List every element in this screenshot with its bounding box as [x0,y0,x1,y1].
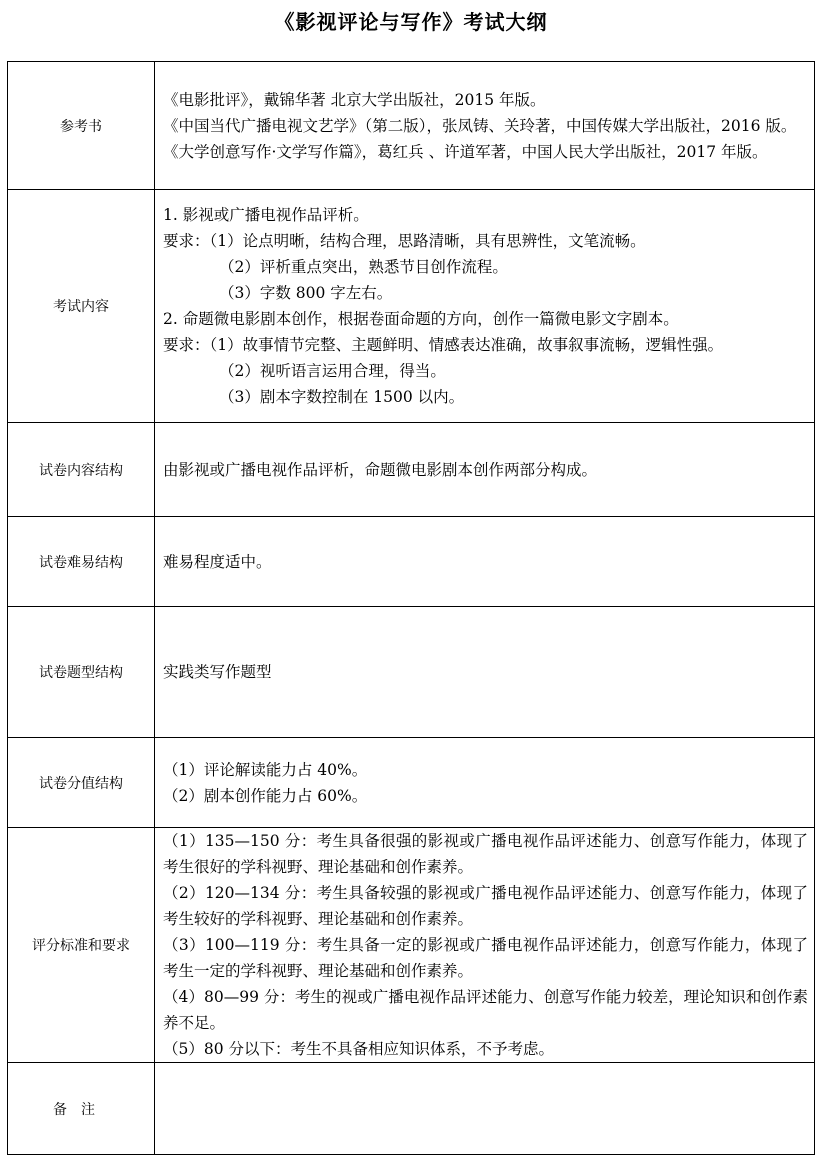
row-label: 参考书 [8,62,155,190]
remarks-content [155,1063,815,1155]
row-label: 评分标准和要求 [8,828,155,1063]
row-content [155,828,815,1063]
reference-book: 《大学创意写作·文学写作篇》，葛红兵 、许道军著，中国人民大学出版社，2017 年版。 [163,142,768,161]
reference-book: 《中国当代广播电视文艺学》（第二版），张凤铸、关玲著，中国传媒大学出版社，2016 版。 [163,116,797,135]
content-item: 要求：（1）故事情节完整、主题鲜明、情感表达准确，故事叙事流畅，逻辑性强。 [163,336,724,354]
grading-level: （3）100—119 分：考生具备一定的影视或广播电视作品评述能力，创意写作能力，体现了考生一定的学科视野、理论基础和创作素养。 [163,936,808,980]
content-item: 2. 命题微电影剧本创作，根据卷面命题的方向，创作一篇微电影文字剧本。 [163,310,679,328]
grading-level: （1）135—150 分：考生具备很强的影视或广播电视作品评述能力、创意写作能力，体现了考生很好的学科视野、理论基础和创作素养。 [163,832,808,876]
row-content [155,607,815,738]
content-item: （3）字数 800 字左右。 [219,284,393,302]
row-content [155,517,815,607]
row-label: 试卷内容结构 [8,423,155,517]
row-label: 考试内容 [8,190,155,423]
content-item: 由影视或广播电视作品评析，命题微电影剧本创作两部分构成。 [163,460,598,479]
table-row-exam-content [8,190,815,423]
content-item: （3）剧本字数控制在 1500 以内。 [219,388,465,406]
table-row-reference-books [8,62,815,190]
table-row-content-structure [8,423,815,517]
content-item: 实践类写作题型 [163,663,272,681]
exam-outline-table [7,61,815,1155]
row-content [155,62,815,190]
table-row-remarks [8,1063,815,1155]
table-row-difficulty-structure [8,517,815,607]
content-item: （2）剧本创作能力占 60%。 [163,786,368,805]
row-content [155,423,815,517]
reference-book: 《电影批评》，戴锦华著 北京大学出版社，2015 年版。 [163,90,546,109]
table-row-question-type-structure [8,607,815,738]
row-label: 试卷难易结构 [8,517,155,607]
table-row-grading-criteria [8,828,815,1063]
content-item: （2）评析重点突出，熟悉节目创作流程。 [219,258,508,276]
page-title: 《影视评论与写作》考试大纲 [274,10,548,34]
row-label: 试卷题型结构 [8,607,155,738]
grading-level: （2）120—134 分：考生具备较强的影视或广播电视作品评述能力、创意写作能力，体现了考生较好的学科视野、理论基础和创作素养。 [163,884,808,928]
grading-level: （5）80 分以下：考生不具备相应知识体系，不予考虑。 [163,1040,555,1058]
content-item: 要求：（1）论点明晰，结构合理，思路清晰，具有思辨性，文笔流畅。 [163,232,646,250]
content-item: （2）视听语言运用合理，得当。 [219,362,446,380]
row-label: 备注 [8,1063,155,1155]
content-item: 难易程度适中。 [163,552,272,571]
row-label: 试卷分值结构 [8,738,155,828]
table-row-score-structure [8,738,815,828]
row-content [155,190,815,423]
row-content [155,738,815,828]
grading-level: （4）80—99 分：考生的视或广播电视作品评述能力、创意写作能力较差，理论知识和创作素养不足。 [163,988,808,1032]
content-item: （1）评论解读能力占 40%。 [163,760,368,779]
content-item: 1. 影视或广播电视作品评析。 [163,206,369,224]
